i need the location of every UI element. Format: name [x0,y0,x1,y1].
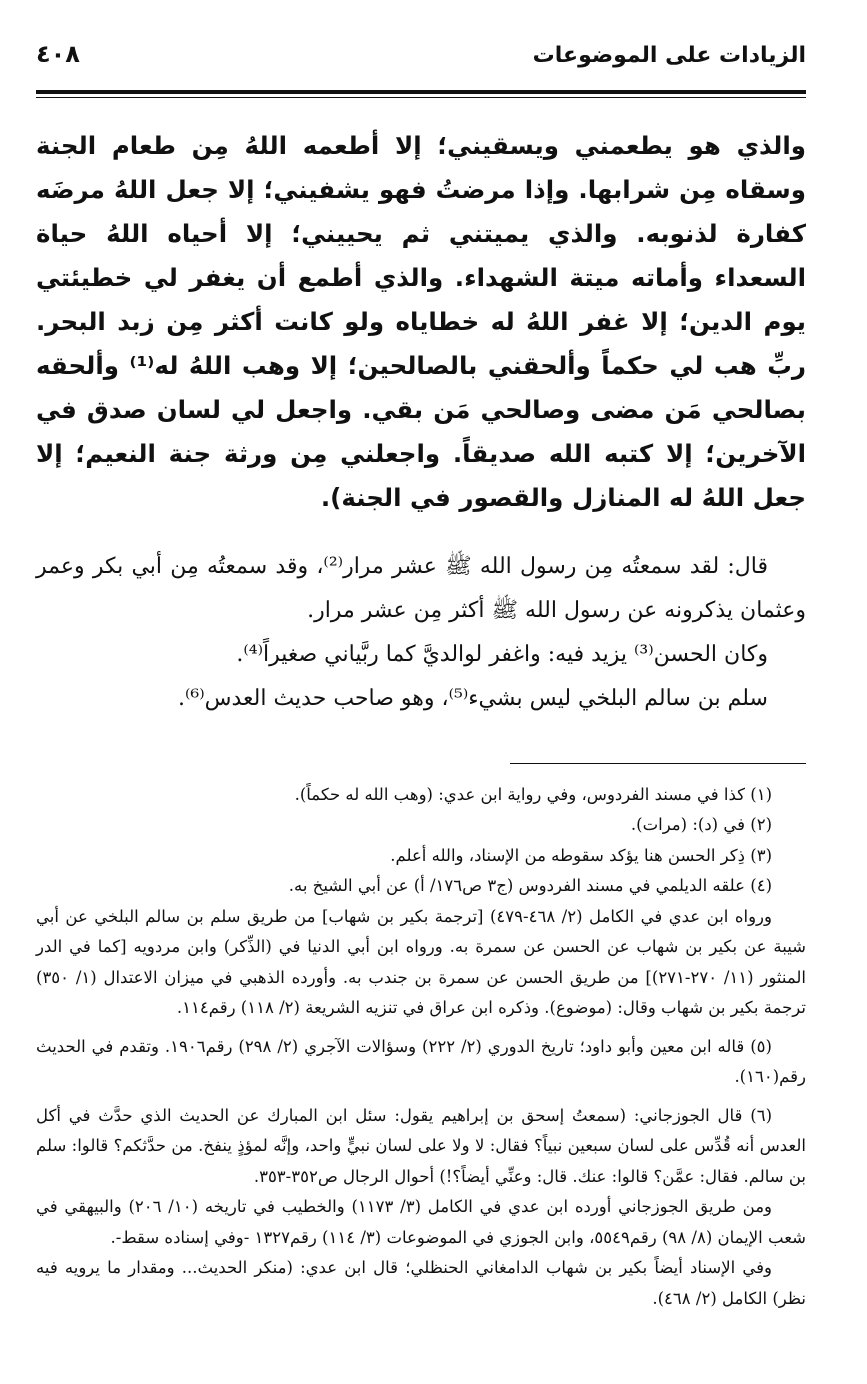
footnote: وفي الإسناد أيضاً بكير بن شهاب الدامغاني الحنظلي؛ قال ابن عدي: (منكر الحديث... ومقدار ما يرويه فيه نظر) الكامل (٢/ ٤٦٨). [36,1258,806,1308]
footnote: ومن طريق الجوزجاني أورده ابن عدي في الكامل (٣/ ١١٧٣) والخطيب في تاريخه (١٠/ ٢٠٦) والبيهقي في شعب الإيمان (٨/ ٩٨) رقم٥٥٤٩، وابن الجوزي في الموضوعات (٣/ ١١٤) رقم١٣٢٧ -وفي إسناده سقط-. [36,1197,806,1247]
footnote: (٥) قاله ابن معين وأبو داود؛ تاريخ الدوري (٢/ ٢٢٢) وسؤالات الآجري (٢/ ٢٩٨) رقم١٩٠٦. وتقدم في الحديث رقم(١٦٠). [36,1036,806,1086]
body-paragraph: سلم بن سالم البلخي ليس بشيء⁽⁵⁾، وهو صاحب حديث العدس⁽⁶⁾. [177,685,768,711]
hadith-text: والذي هو يطعمني ويسقيني؛ إلا أطعمه اللهُ مِن طعام الجنة وسقاه مِن شرابها. وإذا مرضتُ فهو يشفيني؛ إلا جعل اللهُ مرضَه كفارة لذنوبه. والذي يميتني ثم يحييني؛ إلا أحياه اللهُ حياة السعداء وأماته ميتة الشهداء. والذي أطمع أن يغفر لي خطيئتي يوم الدين؛ إلا غفر اللهُ له خطاياه ولو كانت أكثر مِن زبد البحر. ربِّ هب لي حكماً وألحقني بالصالحين؛ إلا وهب اللهُ له⁽¹⁾ وألحقه بصالحي مَن مضى وصالحي مَن بقي. واجعل لي لسان صدق في الآخرين؛ إلا كتبه الله صديقاً. واجعلني مِن ورثة جنة النعيم؛ إلا جعل اللهُ له المنازل والقصور في الجنة). [36,131,807,512]
footnote: (١) كذا في مسند الفردوس، وفي رواية ابن عدي: (وهب الله له حكماً). [294,784,772,804]
footnote: ورواه ابن عدي في الكامل (٢/ ٤٦٨-٤٧٩) [ترجمة بكير بن شهاب] من طريق سلم بن سالم البلخي عن أبي شيبة عن بكير بن شهاب عن الحسن عن سمرة به. ورواه ابن أبي الدنيا في (الذِّكر) وابن مردويه [كما في الدر المنثور (١١/ ٢٧٠-٢٧١)] من طريق الحسن عن سمرة بن جندب به. وأورده الذهبي في ميزان الاعتدال (١/ ٣٥٠) ترجمة بكير بن شهاب وقال: (موضوع). وذكره ابن عراق في تنزيه الشريعة (٢/ ١١٨) رقم١١٤. [36,906,806,1017]
body-paragraph: وكان الحسن⁽³⁾ يزيد فيه: واغفر لوالديَّ كما ربَّياني صغيراً⁽⁴⁾. [236,641,768,667]
footnotes [36,780,806,1315]
footnote-separator [510,763,806,764]
page-number: ٤٠٨ [36,40,80,68]
running-title: الزيادات على الموضوعات [532,43,806,68]
document-page [36,40,806,1314]
header-rule-thick [36,90,806,94]
page-header [36,40,806,88]
footnote: (٣) ذِكر الحسن هنا يؤكد سقوطه من الإسناد، والله أعلم. [390,845,772,865]
footnote: (٤) علقه الديلمي في مسند الفردوس (ج٣ ص١٧٦/ أ) عن أبي الشيخ به. [288,876,772,895]
body-paragraph: قال: لقد سمعتُه مِن رسول الله ﷺ عشر مرار⁽²⁾، وقد سمعتُه مِن أبي بكر وعمر وعثمان يذكرونه عن رسول الله ﷺ أكثر مِن عشر مرار. [36,553,806,623]
footnote: (٢) في (د): (مرات). [630,815,772,834]
footnote: (٦) قال الجوزجاني: (سمعتُ إسحق بن إبراهيم يقول: سئل ابن المبارك عن الحديث الذي حدَّث في أكل العدس أنه قُدِّس على لسان سبعين نبياً؟ فقال: لا ولا على لسان نبيٍّ واحد، وإنَّه لمؤذٍ ينفخ. من حدَّثكم؟ قالوا: سلم بن سالم. فقال: عمَّن؟ قالوا: عنك. قال: وعنِّي أيضاً؟!) أحوال الرجال ص٣٥٢-٣٥٣. [36,1105,806,1186]
header-rule-thin [36,97,806,98]
